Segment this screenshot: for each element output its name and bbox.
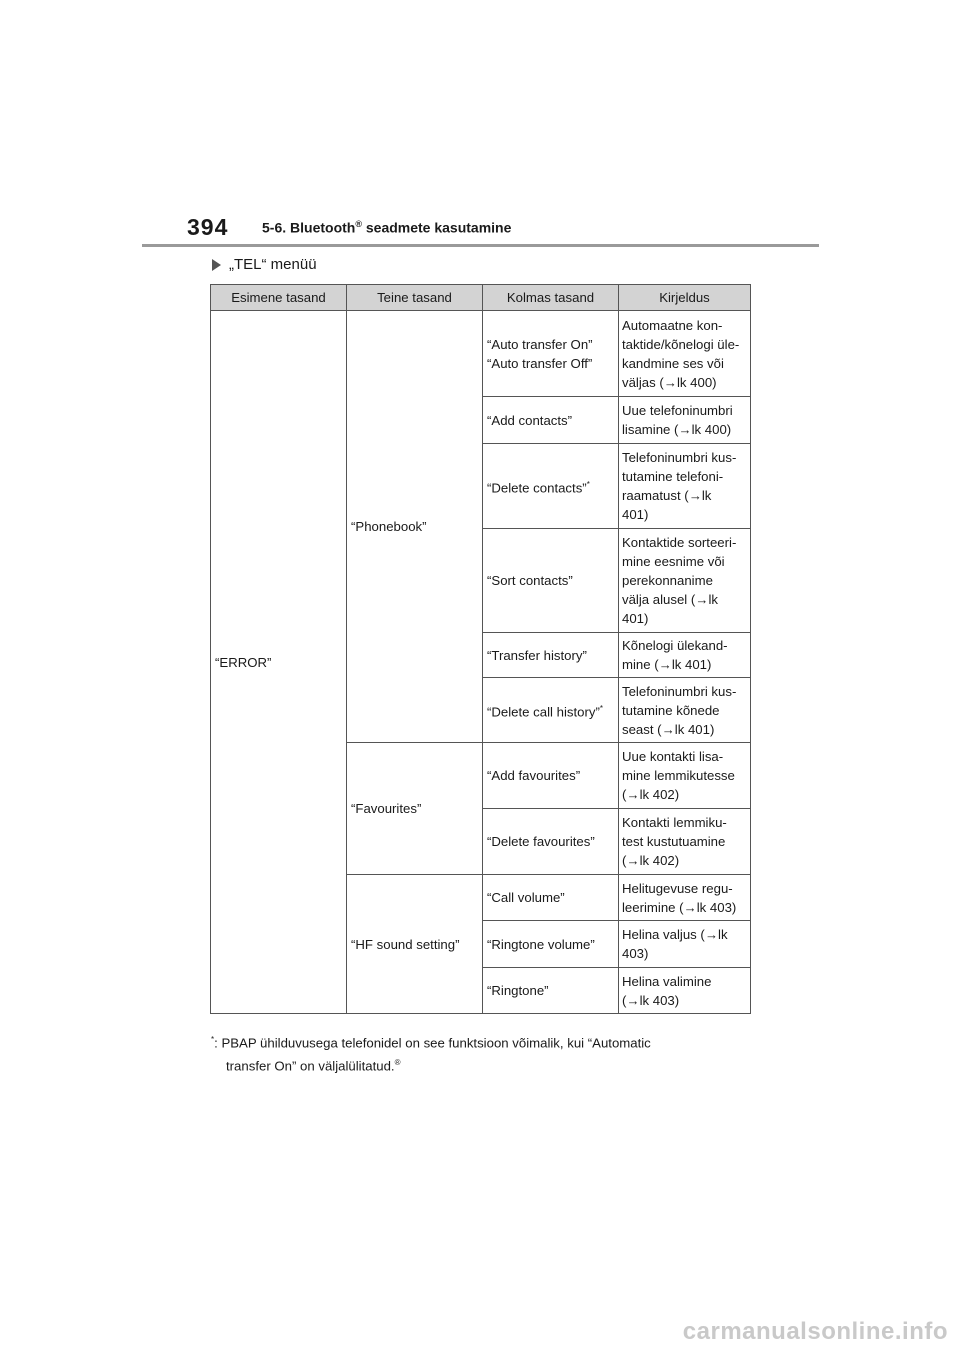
- footnote-marker: *: [211, 1035, 215, 1044]
- section-title: [262, 219, 511, 236]
- level3-cell: “Add favourites”: [483, 743, 619, 809]
- description-cell: Uue kontakti lisa- mine lemmikutesse (→lk 402): [619, 743, 751, 809]
- column-header: Kolmas tasand: [483, 285, 619, 311]
- subheading-text: „TEL“ menüü: [229, 256, 317, 273]
- level3-cell: “Ringtone volume”: [483, 921, 619, 968]
- section-title-suffix: seadmete kasutamine: [361, 219, 512, 236]
- description-cell: Kontaktide sorteeri- mine eesnime või perekonnanime välja alusel (→lk 401): [619, 529, 751, 633]
- column-header: Esimene tasand: [211, 285, 347, 311]
- triangle-bullet-icon: [212, 259, 221, 271]
- description-cell: Helina valjus (→lk 403): [619, 921, 751, 968]
- column-header: Teine tasand: [347, 285, 483, 311]
- level3-cell: “Ringtone”: [483, 968, 619, 1014]
- watermark: carmanualsonline.info: [682, 1318, 948, 1345]
- footnote-ref-marker: *: [599, 703, 603, 713]
- tel-menu-table: [210, 284, 751, 1014]
- level3-cell: “Sort contacts”: [483, 529, 619, 633]
- level3-cell: “Add contacts”: [483, 397, 619, 444]
- description-cell: Uue telefoninumbri lisamine (→lk 400): [619, 397, 751, 444]
- level3-cell: “Delete favourites”: [483, 809, 619, 875]
- header-divider: [142, 244, 819, 247]
- description-cell: Helitugevuse regu- leerimine (→lk 403): [619, 875, 751, 921]
- column-header: Kirjeldus: [619, 285, 751, 311]
- footnote-line2: transfer On” on väljalülitatud.: [226, 1058, 395, 1074]
- level3-cell: “Transfer history”: [483, 633, 619, 678]
- footnote-ref-marker: *: [586, 479, 590, 489]
- description-cell: Helina valimine (→lk 403): [619, 968, 751, 1014]
- level3-cell: “Auto transfer On” “Auto transfer Off”: [483, 311, 619, 397]
- level2-cell-hf-sound: “HF sound setting”: [347, 875, 483, 1014]
- registered-mark: ®: [355, 219, 362, 229]
- page-number: 394: [187, 214, 229, 240]
- footnote: [211, 1030, 751, 1077]
- description-cell: Telefoninumbri kus- tutamine kõnede seast (→lk 401): [619, 678, 751, 743]
- section-title-prefix: 5-6. Bluetooth: [262, 219, 356, 236]
- description-cell: Automaatne kon- taktide/kõnelogi üle- kandmine ses või väljas (→lk 400): [619, 311, 751, 397]
- footnote-registered-mark: ®: [394, 1058, 401, 1068]
- level3-cell: “Delete call history”*: [483, 678, 619, 743]
- table-header-row: [211, 285, 751, 311]
- level3-cell: “Call volume”: [483, 875, 619, 921]
- table-row: [211, 311, 751, 397]
- description-cell: Telefoninumbri kus- tutamine telefoni- raamatust (→lk 401): [619, 444, 751, 529]
- description-cell: Kontakti lemmiku- test kustutuamine (→lk 402): [619, 809, 751, 875]
- level3-cell: “Delete contacts”*: [483, 444, 619, 529]
- level1-cell: “ERROR”: [211, 311, 347, 1014]
- level2-cell-favourites: “Favourites”: [347, 743, 483, 875]
- level2-cell-phonebook: “Phonebook”: [347, 311, 483, 743]
- description-cell: Kõnelogi ülekand- mine (→lk 401): [619, 633, 751, 678]
- subheading: [212, 256, 317, 273]
- footnote-line1: : PBAP ühilduvusega telefonidel on see funktsioon võimalik, kui “Automatic: [214, 1035, 651, 1051]
